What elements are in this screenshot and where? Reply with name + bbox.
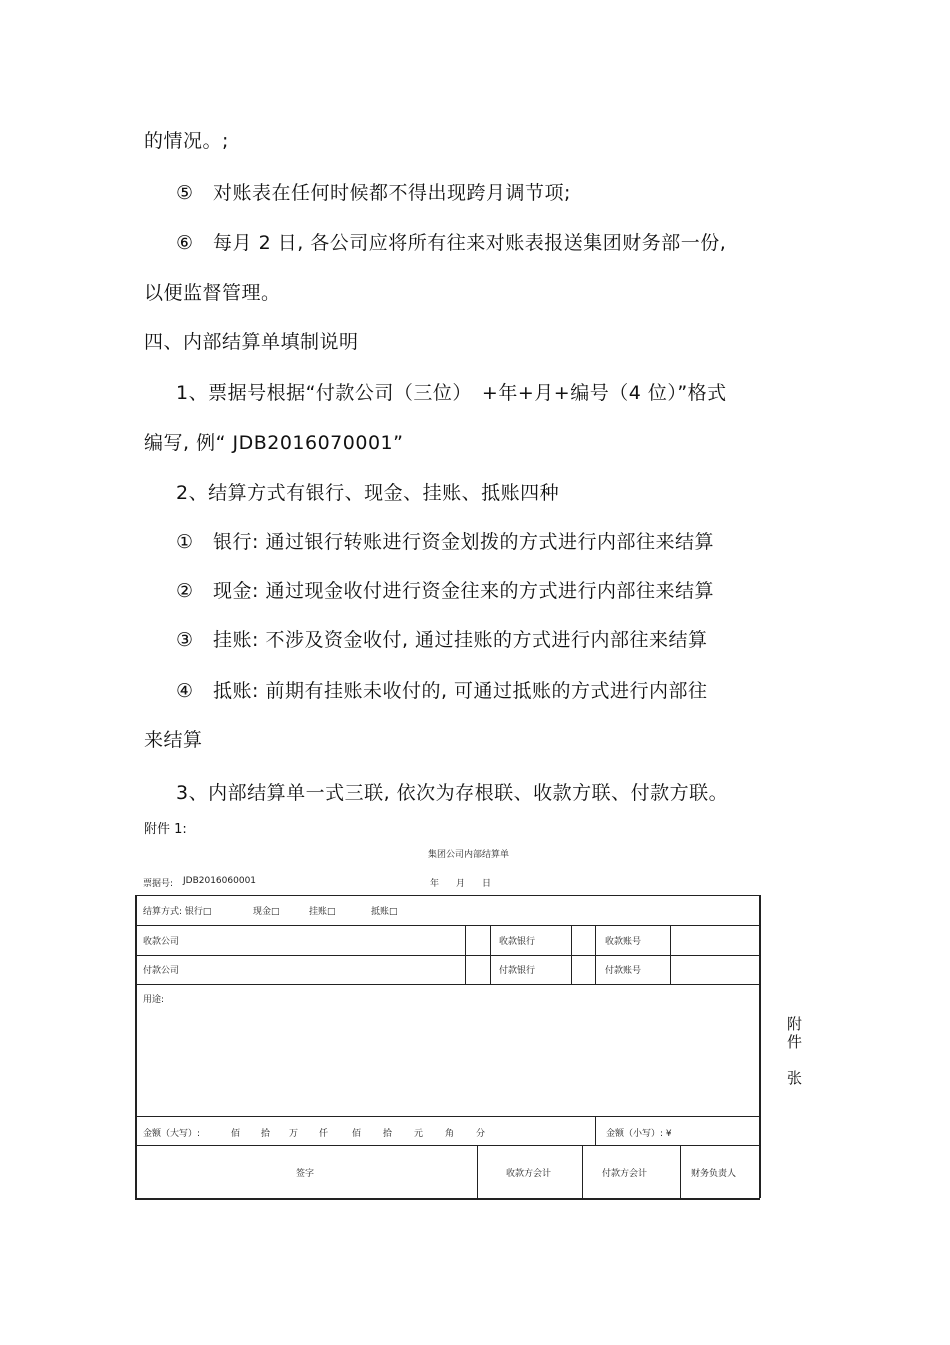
signature-label: 签字: [296, 1169, 315, 1179]
payer-account-label: 付款账号: [605, 966, 642, 976]
finance-head-label: 财务负责人: [691, 1169, 737, 1179]
payer-accountant-label: 付款方会计: [602, 1169, 648, 1179]
paragraph-line: ② 现金: 通过现金收付进行资金往来的方式进行内部往来结算: [176, 580, 714, 602]
payer-bank-label: 付款银行: [499, 966, 536, 976]
unit-label: 万: [289, 1129, 299, 1139]
section-heading: 四、内部结算单填制说明: [144, 331, 359, 353]
unit-label: 拾: [383, 1129, 393, 1139]
payee-company-label: 收款公司: [143, 937, 180, 947]
method-bank-checkbox[interactable]: 结算方式: 银行□: [143, 907, 212, 917]
date-day: 日: [482, 879, 492, 889]
paragraph-line: 2、结算方式有银行、现金、挂账、抵账四种: [176, 482, 560, 504]
paragraph-line: 编写, 例“ JDB2016070001”: [144, 432, 404, 454]
method-credit-checkbox[interactable]: 挂账□: [309, 907, 336, 917]
settlement-form: [135, 895, 760, 1198]
side-note-item: 件: [787, 1033, 803, 1051]
side-note-attach: 附: [787, 1015, 803, 1033]
date-month: 月: [456, 879, 466, 889]
paragraph-line: 以便监督管理。: [144, 282, 281, 304]
method-cash-checkbox[interactable]: 现金□: [253, 907, 280, 917]
attachment-label: 附件 1:: [144, 822, 187, 837]
payee-account-label: 收款账号: [605, 937, 642, 947]
paragraph-line: 的情况。;: [144, 130, 229, 152]
form-title: 集团公司内部结算单: [428, 850, 510, 860]
method-offset-checkbox[interactable]: 抵账□: [371, 907, 398, 917]
paragraph-line: ④ 抵账: 前期有挂账未收付的, 可通过抵账的方式进行内部往: [176, 680, 708, 702]
amount-upper-label: 金额（大写）:: [143, 1129, 201, 1139]
date-year: 年: [430, 879, 440, 889]
unit-label: 佰: [352, 1129, 362, 1139]
payee-accountant-label: 收款方会计: [506, 1169, 552, 1179]
unit-label: 元: [414, 1129, 424, 1139]
paragraph-line: 来结算: [144, 729, 203, 751]
unit-label: 角: [445, 1129, 455, 1139]
amount-lower-label: 金额（小写）: ¥: [606, 1129, 672, 1139]
paragraph-line: ① 银行: 通过银行转账进行资金划拨的方式进行内部往来结算: [176, 531, 714, 553]
paragraph-line: ⑤ 对账表在任何时候都不得出现跨月调节项;: [176, 182, 571, 204]
ticket-label: 票据号:: [143, 879, 174, 889]
unit-label: 佰: [231, 1129, 241, 1139]
payer-company-label: 付款公司: [143, 966, 180, 976]
paragraph-line: 3、内部结算单一式三联, 依次为存根联、收款方联、付款方联。: [176, 782, 729, 804]
paragraph-line: 1、票据号根据“付款公司（三位） +年+月+编号（4 位）”格式: [176, 382, 727, 404]
unit-label: 仟: [319, 1129, 329, 1139]
payee-bank-label: 收款银行: [499, 937, 536, 947]
ticket-number: JDB2016060001: [183, 876, 257, 886]
purpose-label: 用途:: [143, 995, 165, 1005]
paragraph-line: ⑥ 每月 2 日, 各公司应将所有往来对账表报送集团财务部一份,: [176, 232, 727, 254]
paragraph-line: ③ 挂账: 不涉及资金收付, 通过挂账的方式进行内部往来结算: [176, 629, 708, 651]
unit-label: 分: [476, 1129, 486, 1139]
unit-label: 拾: [261, 1129, 271, 1139]
side-note-sheets: 张: [787, 1069, 803, 1087]
